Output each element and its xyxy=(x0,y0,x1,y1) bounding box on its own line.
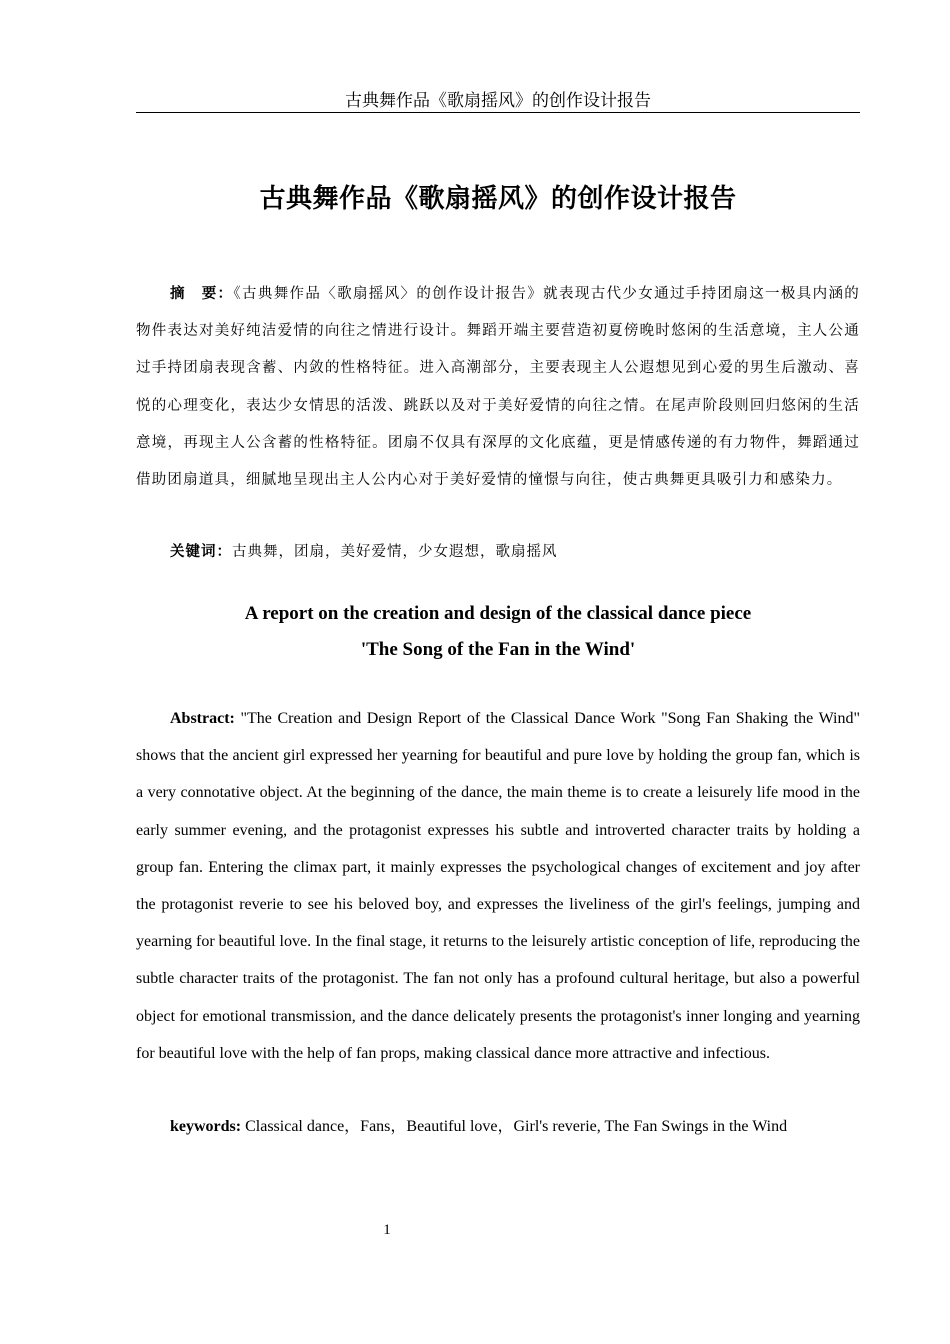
english-title-line-2: 'The Song of the Fan in the Wind' xyxy=(360,639,636,660)
english-title xyxy=(136,596,860,668)
chinese-abstract xyxy=(136,276,860,499)
english-title-line-1: A report on the creation and design of the classical dance piece xyxy=(244,603,752,624)
chinese-keywords-text: 古典舞，团扇，美好爱情，少女遐想，歌扇摇风 xyxy=(232,544,558,560)
chinese-abstract-label: 摘 要： xyxy=(170,286,234,302)
english-abstract-label: Abstract: xyxy=(170,710,235,727)
chinese-keywords xyxy=(136,537,860,567)
page-number: 1 xyxy=(383,1222,391,1238)
english-keywords xyxy=(136,1112,860,1142)
chinese-title: 古典舞作品《歌扇摇风》的创作设计报告 xyxy=(259,184,737,214)
chinese-keywords-label: 关键词： xyxy=(170,544,232,560)
chinese-abstract-text: 《古典舞作品〈歌扇摇风〉的创作设计报告》就表现古代少女通过手持团扇这一极具内涵的物件表达对美好纯洁爱情的向往之情进行设计。舞蹈开端主要营造初夏傍晚时悠闲的生活意境，主人公通过手持团扇表现含蓄、内敛的性格特征。进入高潮部分，主要表现主人公遐想见到心爱的男生后激动、喜悦的心理变化，表达少女情思的活泼、跳跃以及对于美好爱情的向往之情。在尾声阶段则回归悠闲的生活意境，再现主人公含蓄的性格特征。团扇不仅具有深厚的文化底蕴，更是情感传递的有力物件，舞蹈通过借助团扇道具，细腻地呈现出主人公内心对于美好爱情的憧憬与向往，使古典舞更具吸引力和感染力。 xyxy=(136,286,860,489)
english-abstract-text: "The Creation and Design Report of the Classical Dance Work "Song Fan Shaking the Wind" shows that the ancient girl expressed her yearning for beautiful and pure love by holding the group fan, which is a very connotative object. At the beginning of the dance, the main theme is to create a leisurely life mood in the early summer evening, and the protagonist expresses his subtle and introverted character traits by holding a group fan. Entering the climax part, it mainly expresses the psychological changes of excitement and joy after the protagonist reverie to see his beloved boy, and expresses the liveliness of the girl's feelings, jumping and yearning for beautiful love. In the final stage, it returns to the leisurely artistic conception of life, reproducing the subtle character traits of the protagonist. The fan not only has a profound cultural heritage, but also a powerful object for emotional transmission, and the dance delicately presents the protagonist's inner longing and yearning for beautiful love with the help of fan props, making classical dance more attractive and infectious. xyxy=(136,710,860,1062)
english-keywords-label: keywords: xyxy=(170,1118,242,1135)
running-header: 古典舞作品《歌扇摇风》的创作设计报告 xyxy=(345,91,651,111)
english-keywords-text: Classical dance，Fans，Beautiful love，Girl's reverie, The Fan Swings in the Wind xyxy=(241,1118,788,1135)
english-abstract xyxy=(136,700,860,1072)
header-rule xyxy=(136,112,860,113)
